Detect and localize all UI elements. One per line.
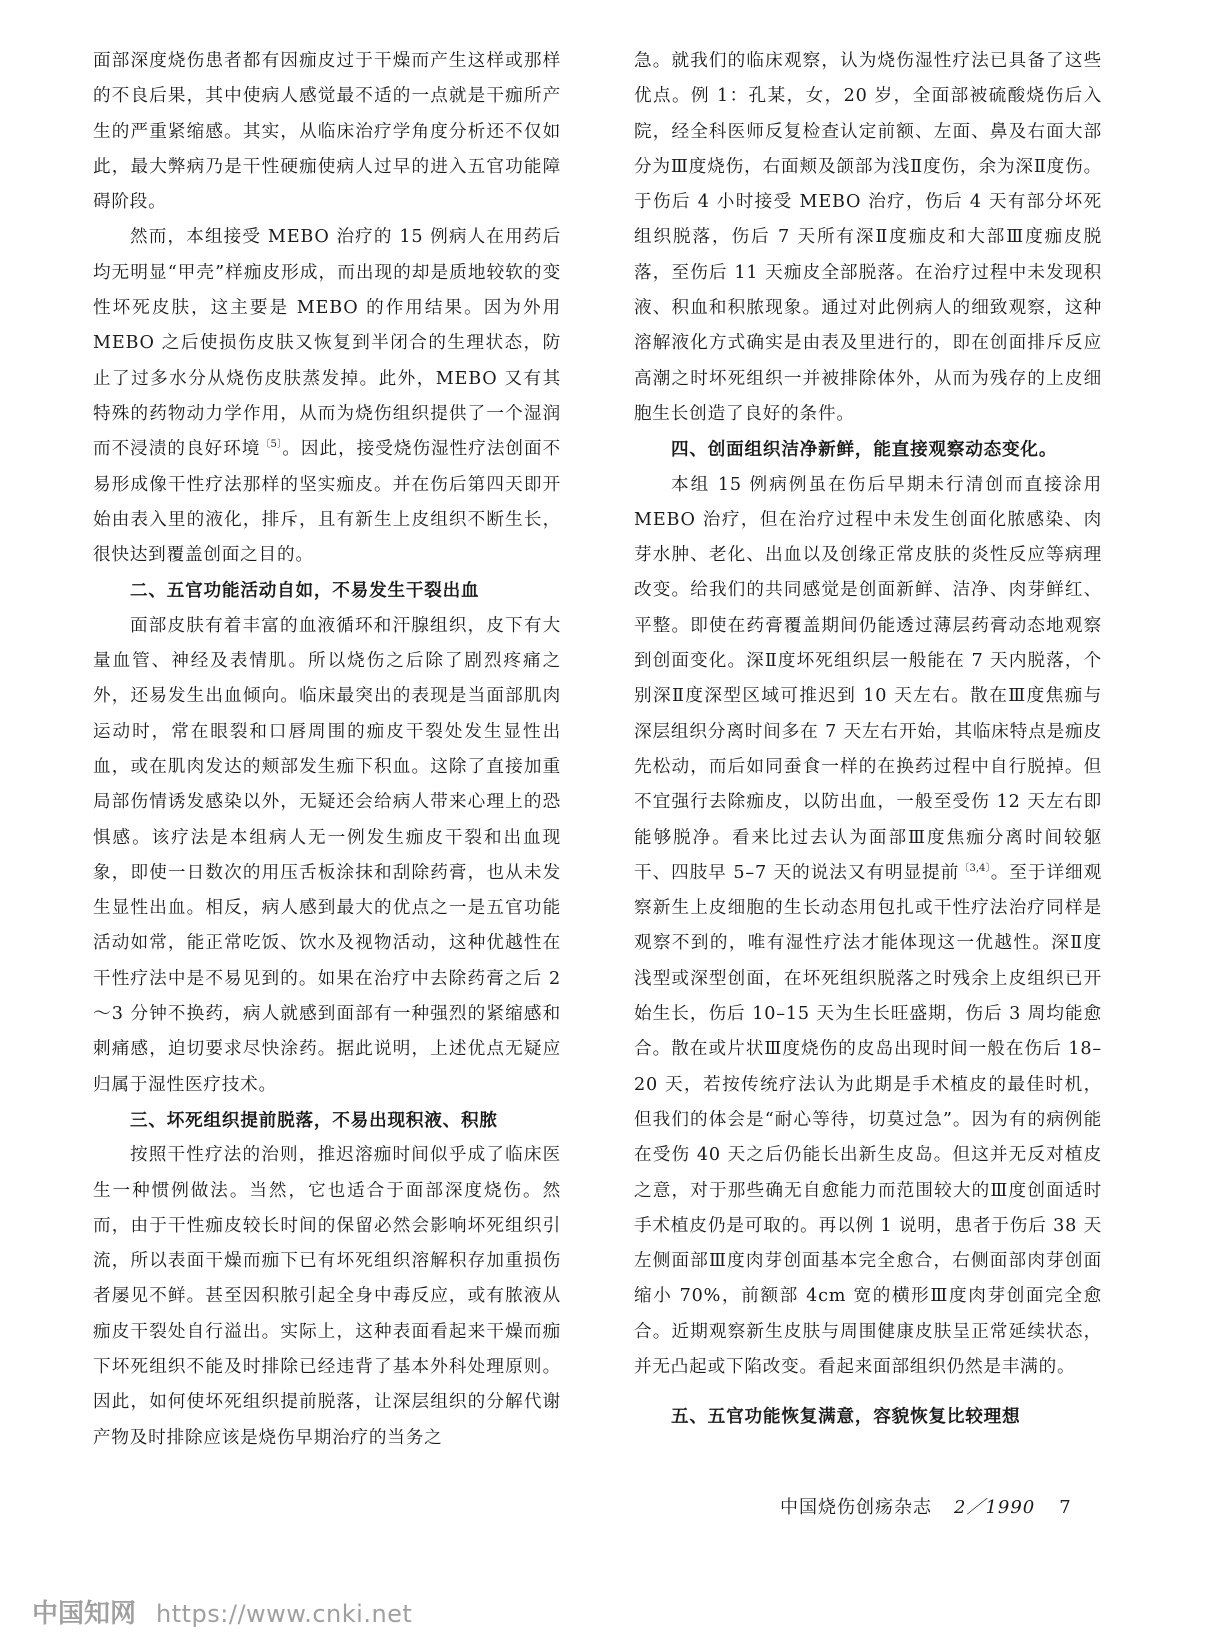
page-number: 7 <box>1059 1497 1072 1518</box>
section-heading-2: 二、五官功能活动自如，不易发生干裂出血 <box>129 580 480 602</box>
journal-name: 中国烧伤创疡杂志 <box>780 1497 932 1518</box>
watermark-url: https://www.cnki.net <box>156 1600 413 1628</box>
left-column <box>93 44 561 1456</box>
paragraph <box>93 220 561 573</box>
paragraph: 面部深度烧伤患者都有因痂皮过于干燥而产生这样或那样的不良后果，其中使病人感觉最不适的一点就是干痂所产生的严重紧缩感。其实，从临床治疗学角度分析还不仅如此，最大弊病乃是干性硬痂使病人过早的进入五官功能障碍阶段。 <box>93 51 561 213</box>
section-heading-3: 三、坏死组织提前脱落，不易出现积液、积脓 <box>129 1109 498 1131</box>
page-footer <box>780 1493 1120 1519</box>
paragraph: 急。就我们的临床观察，认为烧伤湿性疗法已具备了这些优点。例 1：孔某，女，20 岁，全面部被硫酸烧伤后入院，经全科医师反复检查认定前额、左面、鼻及右面大部分为Ⅲ度烧伤，右面颊及颌部为浅Ⅱ度伤，余为深Ⅱ度伤。于伤后 4 小时接受 MEBO 治疗，伤后 4 天有部分坏死组织脱落，伤后 7 天所有深Ⅱ度痂皮和大部Ⅲ度痂皮脱落，至伤后 11 天痂皮全部脱落。在治疗过程中未发现积液、积血和积脓现象。通过对此例病人的细致观察，这种溶解液化方式确实是由表及里进行的，即在创面排斥反应高潮之时坏死组织一并被排除体外，从而为残存的上皮细胞生长创造了良好的条件。 <box>634 51 1102 424</box>
watermark-brand: 中国知网 <box>32 1599 137 1629</box>
issue-number: 2／1990 <box>954 1497 1036 1518</box>
paragraph: 按照干性疗法的治则，推迟溶痂时间似乎成了临床医生一种惯例做法。当然，它也适合于面部深度烧伤。然而，由于干性痂皮较长时间的保留必然会影响坏死组织引流，所以表面干燥而痂下已有坏死组织溶解积存加重损伤者屡见不鲜。甚至因积脓引起全身中毒反应，或有脓液从痂皮干裂处自行溢出。实际上，这种表面看起来干燥而痂下坏死组织不能及时排除已经违背了基本外科处理原则。因此，如何使坏死组织提前脱落，让深层组织的分解代谢产物及时排除应该是烧伤早期治疗的当务之 <box>93 1145 561 1448</box>
paragraph-text: 本组 15 例病例虽在伤后早期未行清创而直接涂用 MEBO 治疗，但在治疗过程中未发生创面化脓感染、肉芽水肿、老化、出血以及创缘正常皮肤的炎性反应等病理改变。给我们的共同感觉是创面新鲜、洁净、肉芽鲜红、平整。即使在药膏覆盖期间仍能透过薄层药膏动态地观察到创面变化。深Ⅱ度坏死组织层一般能在 7 天内脱落，个别深Ⅱ度深型区域可推迟到 10 天左右。散在Ⅲ度焦痂与深层组织分离时间多在 7 天左右开始，其临床特点是痂皮先松动，而后如同蚕食一样的在换药过程中自行脱掉。但不宜强行去除痂皮，以防出血，一般至受伤 12 天左右即能够脱净。看来比过去认为面部Ⅲ度焦痂分离时间较躯干、四肢早 5–7 天的说法又有明显提前 <box>634 474 1102 883</box>
paragraph-text: 然而，本组接受 MEBO 治疗的 15 例病人在用药后均无明显“甲壳”样痂皮形成，而出现的却是质地较软的变性坏死皮肤，这主要是 MEBO 的作用结果。因为外用 MEBO 之后使损伤皮肤又恢复到半闭合的生理状态，防止了过多水分从烧伤皮肤蒸发掉。此外，MEBO 又有其特殊的药物动力学作用，从而为烧伤组织提供了一个湿润而不浸渍的良好环境 <box>93 227 561 460</box>
section-heading-5: 五、五官功能恢复满意，容貌恢复比较理想 <box>670 1406 1021 1428</box>
section-heading-4: 四、创面组织洁净新鲜，能直接观察动态变化。 <box>670 439 1058 461</box>
paragraph-text: 。因此，接受烧伤湿性疗法创面不易形成像干性疗法那样的坚实痂皮。并在伤后第四天即开始由表入里的液化，排斥，且有新生上皮组织不断生长，很快达到覆盖创面之目的。 <box>93 439 561 566</box>
paragraph <box>634 468 1102 1386</box>
paragraph-text: 。至于详细观察新生上皮细胞的生长动态用包扎或干性疗法治疗同样是观察不到的，唯有湿性疗法才能体现这一优越性。深Ⅱ度浅型或深型创面，在坏死组织脱落之时残余上皮组织已开始生长，伤后 10–15 天为生长旺盛期，伤后 3 周均能愈合。散在或片状Ⅲ度烧伤的皮岛出现时间一般在伤后 18–20 天，若按传统疗法认为此期是手术植皮的最佳时机，但我们的体会是“耐心等待，切莫过急”。因为有的病例能在受伤 40 天之后仍能长出新生皮岛。但这并无反对植皮之意，对于那些确无自愈能力而范围较大的Ⅲ度创面适时手术植皮仍是可取的。再以例 1 说明，患者于伤后 38 天左侧面部Ⅲ度肉芽创面基本完全愈合，右侧面部肉芽创面缩小 70%，前额部 4cm 宽的横形Ⅲ度肉芽创面完全愈合。近期观察新生皮肤与周围健康皮肤呈正常延续状态，并无凸起或下陷改变。看起来面部组织仍然是丰满的。 <box>634 862 1102 1377</box>
citation-ref: 〔3,4〕 <box>959 862 991 874</box>
watermark <box>32 1593 412 1630</box>
paragraph: 面部皮肤有着丰富的血液循环和汗腺组织，皮下有大量血管、神经及表情肌。所以烧伤之后除了剧烈疼痛之外，还易发生出血倾向。临床最突出的表现是当面部肌肉运动时，常在眼裂和口唇周围的痂皮干裂处发生显性出血，或在肌肉发达的颊部发生痂下积血。这除了直接加重局部伤情诱发感染以外，无疑还会给病人带来心理上的恐惧感。该疗法是本组病人无一例发生痂皮干裂和出血现象，即使一日数次的用压舌板涂抹和刮除药膏，也从未发生显性出血。相反，病人感到最大的优点之一是五官功能活动如常，能正常吃饭、饮水及视物活动，这种优越性在干性疗法中是不易见到的。如果在治疗中去除药膏之后 2～3 分钟不换药，病人就感到面部有一种强烈的紧缩感和刺痛感，迫切要求尽快涂药。据此说明，上述优点无疑应归属于湿性医疗技术。 <box>93 615 561 1095</box>
citation-ref: 〔5〕 <box>260 439 283 451</box>
right-column <box>634 44 1102 1435</box>
